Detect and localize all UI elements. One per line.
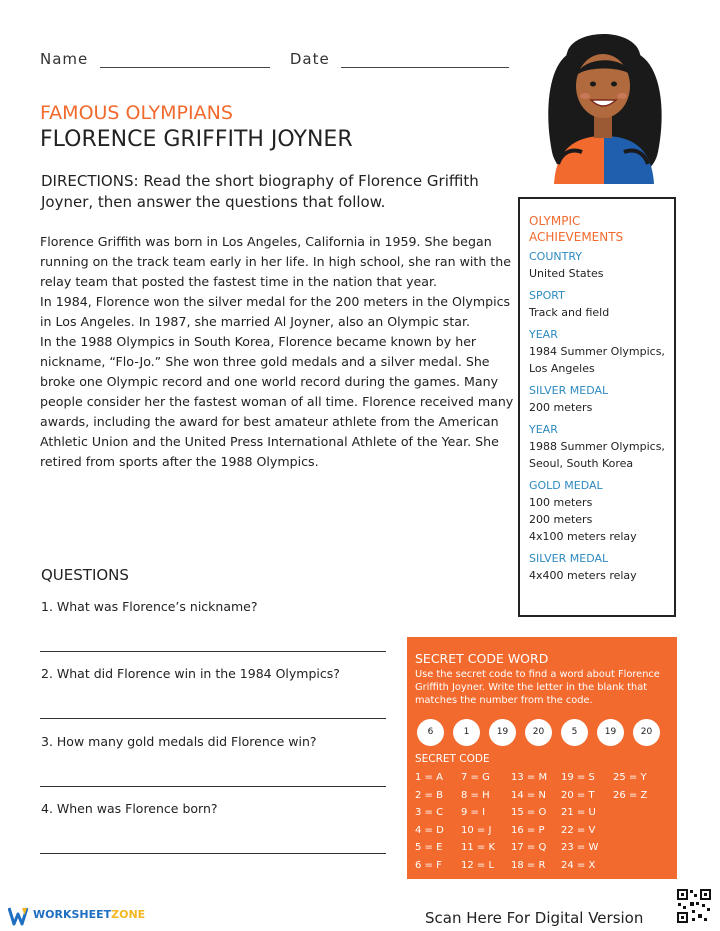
code-number-circle: 1 — [453, 719, 480, 746]
name-date-row — [40, 50, 509, 68]
code-key-entry: 23 = W — [561, 842, 599, 854]
achievements-sidebar — [518, 197, 676, 617]
code-key-entry: 15 = O — [511, 807, 547, 819]
secret-code-title: SECRET CODE WORD — [415, 651, 549, 666]
sidebar-value-silver-1984: 200 meters — [529, 401, 593, 414]
code-key-entry: 8 = H — [461, 789, 490, 801]
bio-paragraph: In 1984, Florence won the silver medal for the 200 meters in the Olympics in Los Angeles. In 1987, she married Al Joyner, also an Olympic star. — [40, 294, 511, 329]
code-key-entry: 1 = A — [415, 772, 443, 783]
bio-paragraph: Florence Griffith was born in Los Angeles, California in 1959. She began running on the track team early in her life. In high school, she ran with the relay team that posted the fastest time in the nation that year. — [40, 234, 511, 289]
sidebar-title: OLYMPIC ACHIEVEMENTS — [529, 214, 624, 244]
directions — [41, 171, 501, 213]
answer-line-4[interactable] — [40, 853, 386, 854]
sidebar-value-year-1984: 1984 Summer Olympics, — [529, 345, 665, 358]
sidebar-value-sport: Track and field — [529, 306, 610, 319]
date-label: Date — [289, 50, 330, 68]
bio-paragraph: In the 1988 Olympics in South Korea, Florence became known by her nickname, “Flo-Jo.” She won three gold medals and a silver medal. She broke one Olympic record and one world record during the games. Many people consider her the fastest woman of all time. Florence received many awards, including the award for best amateur athlete from the American Athletic Union and the United Press International Athlete of the Year. She retired from sports after the 1988 Olympics. — [40, 334, 514, 469]
code-key-entry: 25 = Y — [613, 772, 647, 783]
answer-line-3[interactable] — [40, 786, 386, 787]
code-number-row — [413, 719, 673, 755]
question-2: 2. What did Florence win in the 1984 Olympics? — [41, 666, 340, 681]
code-key-column — [461, 769, 495, 875]
code-key-entry: 26 = Z — [613, 789, 648, 801]
sidebar-value-gold: 4x100 meters relay — [529, 530, 637, 543]
sidebar-label-gold: GOLD MEDAL — [529, 479, 603, 492]
code-key-entry: 16 = P — [511, 824, 545, 836]
sidebar-label-sport: SPORT — [529, 289, 565, 302]
code-key-entry: 18 = R — [511, 859, 546, 871]
code-key-column — [415, 769, 444, 875]
secret-code-key-title: SECRET CODE — [415, 753, 490, 765]
code-key-entry: 4 = D — [415, 824, 444, 836]
code-number-circle: 5 — [561, 719, 588, 746]
question-3: 3. How many gold medals did Florence win? — [41, 734, 317, 749]
sidebar-label-silver-1988: SILVER MEDAL — [529, 552, 609, 565]
code-key-entry: 24 = X — [561, 859, 596, 871]
sidebar-label-year-1984: YEAR — [529, 328, 558, 341]
sidebar-value-gold: 200 meters — [529, 513, 593, 526]
code-key-column — [511, 769, 547, 875]
biography — [40, 232, 520, 472]
code-key-entry: 13 = M — [511, 772, 548, 783]
code-key-entry: 12 = L — [461, 859, 495, 871]
sidebar-value-year-1988-city: Seoul, South Korea — [529, 457, 634, 470]
directions-label: DIRECTIONS: — [41, 172, 139, 190]
directions-text: Read the short biography of Florence Griffith Joyner, then answer the questions that follow. — [41, 172, 479, 211]
name-field[interactable] — [100, 67, 270, 68]
sidebar-label-year-1988: YEAR — [529, 423, 558, 436]
date-field[interactable] — [341, 67, 509, 68]
code-number-circle: 19 — [597, 719, 624, 746]
code-key-entry: 10 = J — [461, 824, 492, 836]
scan-instruction: Scan Here For Digital Version — [425, 909, 644, 927]
question-1: 1. What was Florence’s nickname? — [41, 599, 258, 614]
code-key-entry: 3 = C — [415, 807, 444, 819]
florence-portrait-illustration — [538, 32, 668, 184]
code-key-entry: 22 = V — [561, 824, 596, 836]
worksheetzone-logo-icon — [8, 906, 32, 926]
sidebar-label-silver-1984: SILVER MEDAL — [529, 384, 609, 397]
code-key-entry: 9 = I — [461, 807, 486, 819]
code-key-entry: 14 = N — [511, 789, 546, 801]
code-key-entry: 19 = S — [561, 772, 595, 783]
code-key-entry: 11 = K — [461, 842, 496, 854]
name-label: Name — [40, 50, 89, 68]
code-key-entry: 17 = Q — [511, 842, 547, 854]
code-key-entry: 21 = U — [561, 807, 596, 819]
sidebar-value-country: United States — [529, 267, 604, 280]
questions-title: QUESTIONS — [41, 566, 129, 584]
series-title: FAMOUS OLYMPIANS — [40, 102, 233, 124]
page-title: FLORENCE GRIFFITH JOYNER — [40, 127, 353, 152]
code-key-entry: 7 = G — [461, 772, 490, 783]
sidebar-value-gold: 100 meters — [529, 496, 593, 509]
code-number-circle: 6 — [417, 719, 444, 746]
brand-name-part2: ZONE — [111, 908, 146, 921]
code-key-column — [613, 769, 647, 804]
brand-logo-text[interactable] — [33, 908, 145, 921]
sidebar-value-silver-1988: 4x400 meters relay — [529, 569, 637, 582]
sidebar-value-year-1984-city: Los Angeles — [529, 362, 595, 375]
secret-code-box — [407, 637, 677, 879]
code-key-entry: 6 = F — [415, 859, 442, 871]
code-key-entry: 2 = B — [415, 789, 443, 801]
code-number-circle: 19 — [489, 719, 516, 746]
question-4: 4. When was Florence born? — [41, 801, 218, 816]
answer-line-2[interactable] — [40, 718, 386, 719]
secret-code-description: Use the secret code to find a word about Florence Griffith Joyner. Write the letter in the blank that matches the number from the code. — [415, 669, 660, 706]
sidebar-label-country: COUNTRY — [529, 250, 582, 263]
code-key-column — [561, 769, 598, 875]
qr-code-icon[interactable] — [676, 888, 712, 924]
sidebar-value-year-1988: 1988 Summer Olympics, — [529, 440, 665, 453]
code-number-circle: 20 — [525, 719, 552, 746]
code-number-circle: 20 — [633, 719, 660, 746]
answer-line-1[interactable] — [40, 651, 386, 652]
brand-name-part1: WORKSHEET — [33, 908, 112, 921]
code-key-entry: 5 = E — [415, 842, 443, 854]
code-key-entry: 20 = T — [561, 789, 595, 801]
